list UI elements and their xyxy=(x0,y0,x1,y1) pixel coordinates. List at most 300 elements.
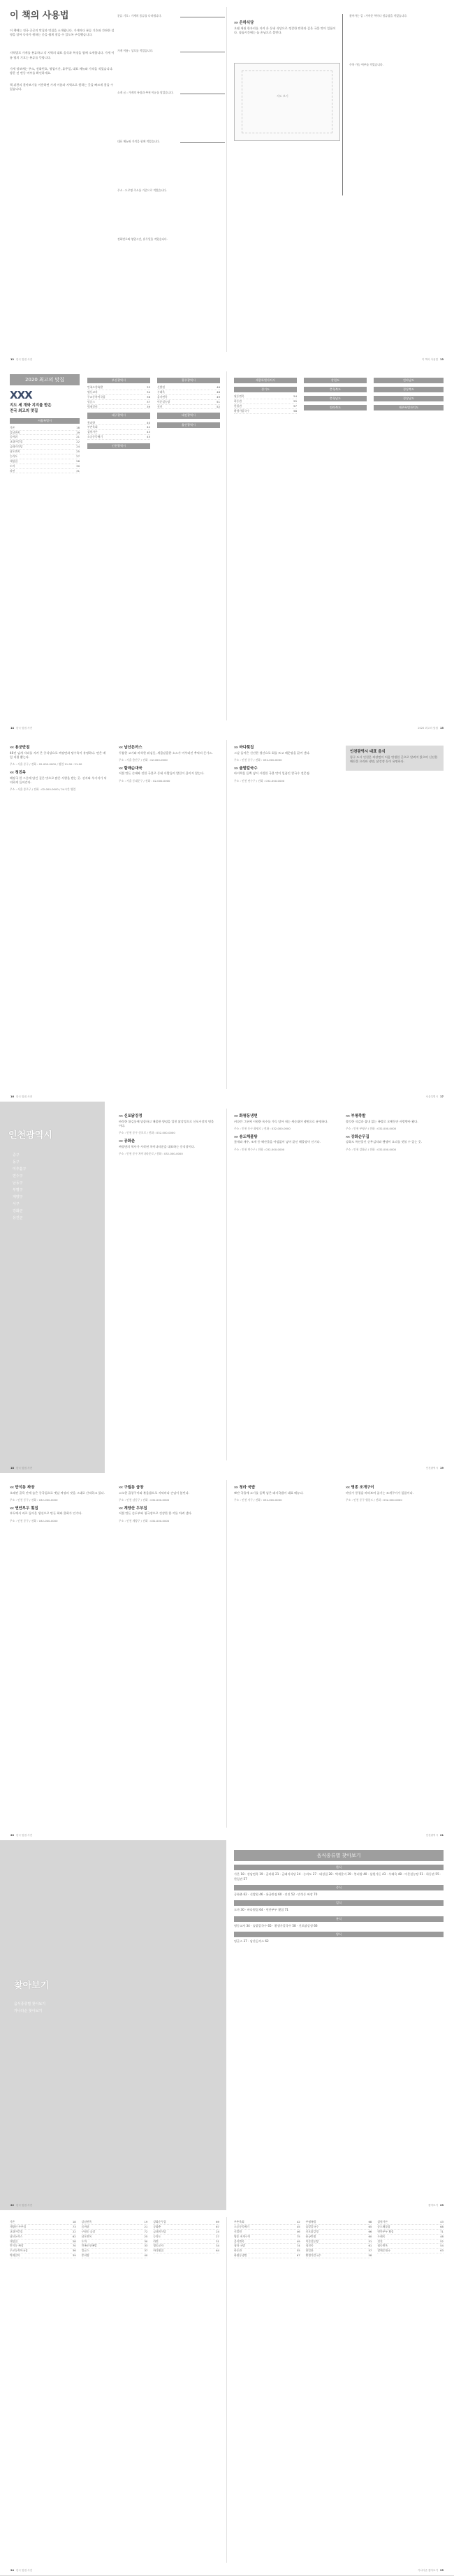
shop-name: ✕✕ 신포닭강정 xyxy=(119,1114,142,1118)
shop-name: ✕✕ 송도해물탕 xyxy=(234,1134,258,1139)
index-row xyxy=(157,390,220,395)
index-name: 무교동북어국집 xyxy=(87,394,105,399)
index-page: 72 xyxy=(144,2229,148,2233)
index-page: 67 xyxy=(296,2253,300,2258)
index-name: 연안부두 횟집 xyxy=(377,2229,394,2233)
index-page: 68 xyxy=(368,2220,372,2223)
shop-entry xyxy=(10,746,108,767)
index-row xyxy=(87,395,150,400)
index-page: 54 xyxy=(440,2244,444,2248)
left-column xyxy=(10,10,115,94)
category-header: 분식 xyxy=(234,1916,444,1922)
index-row xyxy=(87,400,150,405)
index-page: 25 xyxy=(76,450,80,454)
callout-3: 소개 글 : 가게의 특징과 추천 이유를 담았습니다. xyxy=(117,91,174,94)
shop-info: 주소 : 인천 동구 / 전화 : 032-000-0000 xyxy=(10,1498,58,1502)
index-page: 46 xyxy=(217,385,220,390)
index-row xyxy=(10,435,80,440)
index-page: 34 xyxy=(147,390,150,394)
index-page: 57 xyxy=(368,2249,372,2253)
index-name: 봉피양 xyxy=(81,2253,89,2258)
index-page: 36 xyxy=(72,2249,76,2253)
shop-description: 꽃게와 새우, 조개 등 해산물을 아낌없이 넣어 끓인 해물탕이 인기다. xyxy=(234,1140,321,1144)
index-row xyxy=(10,454,80,459)
index-row xyxy=(234,2220,300,2225)
index-row xyxy=(153,2249,219,2253)
index-sub-2: 가나다순 찾아보기 xyxy=(14,2009,43,2013)
index-page: 43 xyxy=(440,2220,444,2223)
district-item: 동구 xyxy=(13,1160,20,1164)
shop-info: 주소 : 서울 중구 / 전화 : 02-000-0000 / 영업 11:00~21:00 xyxy=(10,762,82,767)
index-page: 55 xyxy=(296,2249,300,2253)
index-name: 하동관 xyxy=(234,399,242,404)
category-symbol-icon: ✕✕ xyxy=(119,1139,123,1143)
index-row xyxy=(10,2253,76,2258)
spread-how-to-use xyxy=(0,0,454,365)
index-page: 28 xyxy=(76,459,80,463)
shop-description: 직접 만든 손두부와 청국장으로 건강한 한 끼를 차려 낸다. xyxy=(119,1511,193,1516)
index-page: 66 xyxy=(368,2229,372,2233)
index-name: 이문설농탕 xyxy=(157,399,170,404)
index-row xyxy=(153,2235,219,2240)
category-symbol-icon: ✕✕ xyxy=(119,766,123,771)
best-sub-1: 지도 세 개와 지지를 받은 xyxy=(10,403,52,408)
category-symbol-icon: ✕✕ xyxy=(10,746,14,750)
index-row xyxy=(82,2235,148,2240)
index-page: 24 xyxy=(76,445,80,449)
index-name: 밍글스 xyxy=(81,2249,89,2253)
category-header: 한식 xyxy=(234,1865,444,1870)
index-row xyxy=(234,399,297,404)
index-name: 화평동냉면 xyxy=(234,2253,247,2258)
index-name: 소공동뚝배기 xyxy=(87,435,103,439)
index-row xyxy=(10,459,80,464)
spread-entries-seoul: ✕✕ 용궁반점 40년 넘게 자리를 지켜 온 중식당으로 짜장면과 탕수육이 유명하다. 면은 매일 직접 뽑는다. 주소 : 서울 중구 / 전화 : 02-000-0000 / 영업 11:00~21:00 ✕✕ 청진옥 해장국 한 그릇에 담긴 깊은 맛으로 많은 사랑을 받는 곳. 선지와 우거지가 넉넉하게 들어간다. 주소 : 서울 종로구 / 전화 : 02-000-0000 / 24시간 영업 ✕✕ 남산돈까스 두툼한 고기와 바삭한 튀김옷, 새콤달콤한 소스가 어우러진 추억의 돈가스. 주소 : 서울 용산구 / 전화 : 02-000-0000 ✕✕ 할매순대국 직접 만든 순대와 진한 국물로 동네 사람들의 발길이 끊이지 않는다. 주소 : 서울 동대문구 / 전화 : 02-000-0000 ✕✕ 바다횟집 그날 들어온 신선한 생선으로 회를 뜨고 매운탕을 끓여 낸다. 주소 : 인천 중구 / 전화 : 032-000-0000 ✕✕ 솔밭칼국수 바지락을 듬뿍 넣어 시원한 국물 맛이 일품인 칼국수 전문점. 주소 : 인천 연수구 / 전화 : 032-000-0000 인천광역시 대표 음식 항구 도시 인천은 짜장면이 처음 탄생한 곳으로 알려져 있으며 신선한 해산물 요리와 냉면, 닭강정 등이 유명하다. 16 한국 맛집 사전 서울특별시 17 xyxy=(0,733,454,1102)
index-name: 바다횟집 xyxy=(153,2249,163,2253)
index-row xyxy=(306,2225,372,2230)
district-item: 계양구 xyxy=(13,1195,23,1199)
footer-left: 12 한국 맛집 사전 xyxy=(10,357,33,361)
index-name: 황생가칼국수 xyxy=(234,408,250,413)
index-page: 49 xyxy=(296,2239,300,2243)
info-box-title: 인천광역시 대표 음식 xyxy=(350,750,386,754)
shop-description: 오래된 골목 안에 숨은 중국집으로 옛날 짜장의 맛을 그대로 간직하고 있다. xyxy=(10,1490,105,1495)
index-page: 51 xyxy=(217,399,220,404)
index-name: 벽제갈비 xyxy=(87,404,98,408)
shop-name: ✕✕ 청라 국밥 xyxy=(234,1486,256,1490)
index-page: 33 xyxy=(144,2244,148,2248)
index-name: 도마 xyxy=(81,2239,87,2243)
shop-entry xyxy=(346,1135,444,1152)
shop-description: 커다란 그릇에 시원한 육수를 가득 담아 내는 세숫대야 냉면으로 유명하다. xyxy=(234,1119,328,1123)
index-row xyxy=(234,2225,300,2230)
sample-entry xyxy=(234,21,339,38)
index-name: 벽제갈비 xyxy=(10,2253,20,2258)
index-row xyxy=(153,2240,219,2244)
shop-name: ✕✕ 구월동 곱창 xyxy=(119,1486,144,1490)
district-list xyxy=(13,1152,26,1222)
index-page: 60 xyxy=(368,2234,372,2238)
index-row xyxy=(306,2253,372,2258)
index-page: 18 xyxy=(76,425,80,429)
index-row xyxy=(157,385,220,390)
callout-8: 주차 가능 여부를 적었습니다. xyxy=(349,63,383,66)
shop-info: 주소 : 인천 남동구 / 전화 : 032-000-0000 xyxy=(119,1498,170,1502)
index-page: 42 xyxy=(296,2220,300,2223)
index-name: 교대이층집 xyxy=(10,440,23,444)
index-page: 28 xyxy=(72,2239,76,2243)
index-page: 42 xyxy=(147,425,150,429)
index-name: 우래옥 xyxy=(157,390,166,394)
index-row xyxy=(234,2244,300,2249)
index-name: 청라 국밥 xyxy=(234,2244,245,2248)
index-name: 금돼지식당 xyxy=(10,445,23,449)
index-name: 부평족발 xyxy=(305,2220,316,2223)
index-sidebar xyxy=(0,1840,226,2210)
index-page: 62 xyxy=(72,2234,76,2238)
shop-description: 바닷가 풍경을 바라보며 즐기는 조개구이가 일품이다. xyxy=(346,1490,413,1495)
index-page: 19 xyxy=(76,430,80,434)
district-item: 남동구 xyxy=(13,1181,23,1185)
sample-text: 오랜 세월 한자리를 지켜 온 동네 식당으로 정갈한 반찬과 깊은 국물 맛이 일품이다. 점심시간에는 늘 손님으로 붐빈다. xyxy=(234,26,336,35)
index-name: 진진 xyxy=(377,2239,383,2243)
index-name: 신포닭강정 xyxy=(305,2229,318,2233)
shop-info: 주소 : 인천 계양구 / 전화 : 032-000-0000 xyxy=(119,1518,170,1523)
shop-entry xyxy=(346,1486,444,1502)
index-row xyxy=(157,400,220,405)
callout-7: 찾아가는 길 : 가까운 역이나 정류장을 적었습니다. xyxy=(349,14,408,17)
index-row xyxy=(377,2220,444,2225)
index-page: 37 xyxy=(144,2249,148,2253)
index-name: 대성집 xyxy=(10,459,18,463)
index-page: 48 xyxy=(217,390,220,394)
index-page: 70 xyxy=(72,2244,76,2248)
index-page: 73 xyxy=(72,2224,76,2228)
guide-3: 책 뒤편의 찾아보기를 이용하면 가게 이름과 지역으로 원하는 곳을 빠르게 찾을 수 있습니다. xyxy=(10,82,114,91)
index-page: 74 xyxy=(296,2244,300,2248)
sample-name: ✕✕ 은하식당 xyxy=(234,21,254,25)
shop-entry xyxy=(234,1135,332,1152)
index-name: 만석동 짜장 xyxy=(10,2244,24,2248)
district-item: 옹진군 xyxy=(13,1216,23,1220)
index-name: 진진 xyxy=(157,404,163,408)
intro-text: 이 책에는 전국 곳곳의 맛집과 멋집을 소개합니다. 가게마다 분류 기호와 간단한 설명을 담아 독자가 원하는 곳을 쉽게 찾을 수 있도록 구성했습니다. xyxy=(10,28,115,37)
index-row xyxy=(153,2225,219,2230)
index-name: 도마 xyxy=(10,464,15,468)
category-symbol-icon: ✕✕ xyxy=(346,1134,350,1139)
shop-name: ✕✕ 계양산 두부집 xyxy=(119,1506,147,1511)
shop-description: 쫄깃한 식감과 잡내 없는 족발로 오랫동안 사랑받아 왔다. xyxy=(346,1119,418,1123)
index-page: 40 xyxy=(144,2253,148,2258)
district-item: 중구 xyxy=(13,1153,20,1157)
shop-entry xyxy=(234,1486,332,1502)
index-row xyxy=(87,405,150,410)
index-page: 49 xyxy=(217,394,220,399)
index-name: 하동관 xyxy=(234,2249,242,2253)
shop-description: 두툼한 고기와 바삭한 튀김옷, 새콤달콤한 소스가 어우러진 추억의 돈가스. xyxy=(119,750,213,755)
info-box-text: 항구 도시 인천은 짜장면이 처음 탄생한 곳으로 알려져 있으며 신선한 해산물 요리와 냉면, 닭강정 등이 유명하다. xyxy=(350,755,438,764)
category-symbol-icon: ✕✕ xyxy=(119,1114,123,1118)
index-page: 36 xyxy=(147,394,150,399)
index-name: 강남면옥 xyxy=(10,430,20,434)
shop-entry xyxy=(119,1486,217,1502)
shop-entry xyxy=(234,767,332,783)
index-row xyxy=(10,2244,76,2249)
index-name: 용궁반점 xyxy=(305,2234,316,2238)
index-row xyxy=(306,2249,372,2253)
index-page: 52 xyxy=(217,404,220,408)
index-page: 19 xyxy=(144,2220,148,2223)
index-name: 황생가칼국수 xyxy=(305,2253,321,2258)
index-name: 청진옥 xyxy=(305,2244,314,2248)
category-symbol-icon: ✕✕ xyxy=(234,766,238,771)
index-page: 58 xyxy=(368,2253,372,2258)
shop-entry xyxy=(346,1114,444,1131)
index-page: 27 xyxy=(76,454,80,458)
shop-entry xyxy=(10,1507,108,1523)
shop-description: 바지락을 듬뿍 넣어 시원한 국물 맛이 일품인 칼국수 전문점. xyxy=(234,771,311,776)
shop-name: ✕✕ 용궁반점 xyxy=(10,746,30,750)
index-name: 강화순무집 xyxy=(153,2220,166,2223)
index-row xyxy=(377,2230,444,2235)
index-row xyxy=(234,2253,300,2258)
footer-right: 이 책의 사용법 13 xyxy=(421,357,444,361)
index-name: 봉피양 xyxy=(87,420,96,424)
shop-name: ✕✕ 공화춘 xyxy=(119,1139,136,1143)
index-row xyxy=(87,421,150,426)
index-name: 삼원가든 xyxy=(87,430,98,434)
shop-description: 고소한 곱창구이와 볶음밥으로 저녁마다 손님이 붐빈다. xyxy=(119,1490,190,1495)
shop-info: 주소 : 인천 중구 / 전화 : 032-000-0000 xyxy=(10,1518,58,1523)
index-name: 부촌육회 xyxy=(87,425,98,429)
index-page: 40 xyxy=(147,420,150,424)
district-item: 연수구 xyxy=(13,1174,23,1178)
shop-info: 주소 : 인천 연수구 / 전화 : 032-000-0000 xyxy=(234,778,285,783)
shop-description: 해장국 한 그릇에 담긴 깊은 맛으로 많은 사랑을 받는 곳. 선지와 우거지가 넉넉하게 들어간다. xyxy=(10,776,107,785)
callout-1: 분류 기호 : 가게의 종류를 나타냅니다. xyxy=(117,14,162,17)
info-box xyxy=(346,746,444,771)
shop-description: 직접 만든 순대와 진한 국물로 동네 사람들의 발길이 끊이지 않는다. xyxy=(119,771,205,776)
shop-description: 그날 들어온 신선한 생선으로 회를 뜨고 매운탕을 끓여 낸다. xyxy=(234,750,311,755)
index-page: 31 xyxy=(216,2239,219,2243)
index-page: 52 xyxy=(440,2239,444,2243)
index-row xyxy=(234,2240,300,2244)
shop-info: 주소 : 인천 동구 화평로 / 전화 : 032-000-0000 xyxy=(234,1127,291,1131)
index-page: 30 xyxy=(76,464,80,468)
region-header: 서울특별시 xyxy=(10,418,80,424)
index-name: 신발원 xyxy=(157,385,166,390)
sample-map xyxy=(234,63,340,141)
index-row xyxy=(87,435,150,440)
index-name: 남산돈까스 xyxy=(10,2234,23,2238)
index-row xyxy=(377,2225,444,2230)
callout-6: 전화번호와 영업시간, 휴무일을 적었습니다. xyxy=(117,237,168,241)
index-page: 75 xyxy=(296,2234,300,2238)
category-symbol-icon: ✕✕ xyxy=(119,1506,123,1511)
category-symbol-icon: ✕✕ xyxy=(234,1114,238,1118)
index-page: 48 xyxy=(440,2234,444,2238)
index-name: 공화춘 xyxy=(153,2224,161,2228)
index-row xyxy=(234,2235,300,2240)
index-row xyxy=(82,2220,148,2225)
index-name: 곰바위 xyxy=(10,435,18,439)
index-page: 46 xyxy=(296,2229,300,2233)
index-name: 교대이층집 xyxy=(10,2229,23,2233)
category-symbol-icon: ✕✕ xyxy=(10,770,14,775)
category-items: 공화춘 62 · 신발원 46 · 용궁반점 60 · 진진 52 · 만석동 짜장 70 xyxy=(234,1892,318,1896)
index-page: 39 xyxy=(72,2253,76,2258)
index-title: 찾아보기 xyxy=(14,1981,50,1991)
index-name: 신발원 xyxy=(234,2229,242,2233)
index-name: 라연 xyxy=(153,2239,159,2243)
index-page: 18 xyxy=(72,2220,76,2223)
index-row xyxy=(153,2230,219,2235)
index-page: 64 xyxy=(216,2249,219,2253)
index-name: 할매순대국 xyxy=(377,2249,390,2253)
index-row xyxy=(82,2244,148,2249)
category-symbol-icon: ✕✕ xyxy=(346,1114,350,1118)
index-page: 33 xyxy=(147,385,150,390)
gutter xyxy=(226,7,227,352)
index-name: 밍글스 xyxy=(87,399,96,404)
category-symbol-icon: ✕✕ xyxy=(119,1486,123,1490)
shop-entry xyxy=(119,1507,217,1523)
shop-info: 주소 : 인천 중구 영종도 / 전화 : 032-000-0000 xyxy=(346,1498,402,1502)
shop-name: ✕✕ 청진옥 xyxy=(10,770,27,775)
category-items: 밍글스 37 · 남산돈까스 62 xyxy=(234,1939,269,1944)
index-name: 대성집 xyxy=(10,2239,18,2243)
index-page: 69 xyxy=(216,2220,219,2223)
index-name: 만족오향족발 xyxy=(81,2244,97,2248)
category-symbol-icon: ✕✕ xyxy=(10,1506,14,1511)
shop-description: 짜장면의 역사가 시작된 차이나타운을 대표하는 중식당이다. xyxy=(119,1144,196,1148)
shop-info: 주소 : 인천 중구 신포로 / 전화 : 032-000-0000 xyxy=(119,1131,175,1135)
shop-name: ✕✕ 바다횟집 xyxy=(234,746,254,750)
index-name: 남포면옥 xyxy=(10,450,20,454)
index-page: 68 xyxy=(440,2224,444,2228)
index-row xyxy=(234,404,297,409)
index-name: 필동면옥 xyxy=(234,394,244,399)
district-item: 미추홀구 xyxy=(13,1167,27,1171)
index-row xyxy=(306,2230,372,2235)
shop-entry xyxy=(10,1486,108,1502)
index-name: 만족오향족발 xyxy=(87,385,103,390)
index-row xyxy=(82,2249,148,2253)
index-name: 금돼지식당 xyxy=(153,2229,166,2233)
category-items: 명동교자 34 · 솔밭칼국수 65 · 황생가칼국수 58 · 신포닭강정 66 xyxy=(234,1923,318,1927)
shop-entry xyxy=(234,746,332,762)
index-row xyxy=(377,2249,444,2253)
shop-info: 주소 : 인천 중구 / 전화 : 032-000-0000 xyxy=(234,758,282,762)
shop-name: ✕✕ 부평족발 xyxy=(346,1114,366,1118)
index-row xyxy=(234,394,297,399)
city-sidebar xyxy=(0,1102,105,1473)
index-name: 한일관 xyxy=(234,404,242,408)
category-header: 일식 xyxy=(234,1900,444,1906)
shop-name: ✕✕ 영종 조개구이 xyxy=(346,1486,374,1490)
index-row xyxy=(157,405,220,410)
shop-entry xyxy=(119,767,217,783)
index-page: 21 xyxy=(76,435,80,439)
index-row xyxy=(234,2249,300,2253)
category-items: 가온 18 · 강남면옥 19 · 곰바위 21 · 금돼지식당 24 · 능라도 27 · 대성집 28 · 벽제갈비 39 · 봉피양 40 · 삼원가든 43 · 우래옥 48 · 이문설농탕 51 · 하동관 55 · 한일관 57 xyxy=(234,1872,441,1881)
index-name: 가온 xyxy=(10,2220,15,2223)
index-name: 송도해물탕 xyxy=(377,2224,390,2228)
shop-entry xyxy=(119,1139,217,1156)
index-page: 54 xyxy=(293,394,297,399)
index-name: 가온 xyxy=(10,425,15,429)
spread-incheon-2: ✕✕ 만석동 짜장 오래된 골목 안에 숨은 중국집으로 옛날 짜장의 맛을 그대로 간직하고 있다. 주소 : 인천 동구 / 전화 : 032-000-0000 ✕✕ 연안부두 횟집 부두에서 바로 들어온 생선으로 만든 회와 물회가 인기다. 주소 : 인천 중구 / 전화 : 032-000-0000 ✕✕ 구월동 곱창 고소한 곱창구이와 볶음밥으로 저녁마다 손님이 붐빈다. 주소 : 인천 남동구 / 전화 : 032-000-0000 ✕✕ 계양산 두부집 직접 만든 손두부와 청국장으로 건강한 한 끼를 차려 낸다. 주소 : 인천 계양구 / 전화 : 032-000-0000 ✕✕ 청라 국밥 뽀얀 국물에 고기를 듬뿍 넣은 돼지국밥이 대표 메뉴다. 주소 : 인천 서구 / 전화 : 032-000-0000 ✕✕ 영종 조개구이 바닷가 풍경을 바라보며 즐기는 조개구이가 일품이다. 주소 : 인천 중구 영종도 / 전화 : 032-000-0000 20 한국 맛집 사전 인천광역시 21 xyxy=(0,1473,454,1841)
index-name: 소공동뚝배기 xyxy=(234,2224,250,2228)
guide-1: 지역별로 가게를 분류하고 각 지역의 대표 음식과 특징을 함께 소개합니다. 가게 이름 옆의 기호는 분류를 뜻합니다. xyxy=(10,51,115,59)
spread-best-list: 2020 최고의 맛집 XXX 지도 세 개와 지지를 받은 전국 최고의 맛집 서울특별시 가온 18 강남면옥 19 곰바위 21 교대이층집 22 금돼지식당 24 남포면옥 25 능라도 27 대성집 28 도마 30 라연 31 부산광역시 만족오향족발 33 명동교자 34 무교동북어국집 36 밍글스 37 벽제갈비 39 대구광역시 봉피양 40 부촌육회 42 삼원가든 43 소공동뚝배기 45 인천광역시 광주광역시 신발원 46 우래옥 48 을지면옥 49 이문설농탕 51 진진 52 대전광역시 울산광역시 세종특별자치시 경기도 필동면옥 54 하동관 55 한일관 57 황생가칼국수 58 강원도 충청북도 충청남도 전라북도 전라남도 경상북도 경상남도 제주특별자치도 14 한국 맛집 사전 2020 최고의 맛집 15 xyxy=(0,364,454,734)
index-row xyxy=(377,2235,444,2240)
category-symbol-icon: ✕✕ xyxy=(346,1486,350,1490)
district-item: 부평구 xyxy=(13,1188,23,1192)
index-row xyxy=(377,2244,444,2249)
index-row xyxy=(10,450,80,454)
index-name: 부촌육회 xyxy=(234,2220,244,2223)
index-name: 삼원가든 xyxy=(377,2220,388,2223)
index-name: 명동교자 xyxy=(153,2244,163,2248)
category-symbol-icon: ✕✕ xyxy=(234,746,238,750)
index-row xyxy=(10,2235,76,2240)
shop-name: ✕✕ 솔밭칼국수 xyxy=(234,766,258,771)
shop-entry xyxy=(119,746,217,762)
callout-5: 주소 : 도로명 주소를 기준으로 적었습니다. xyxy=(117,188,167,192)
index-page: 22 xyxy=(72,2229,76,2233)
index-page: 61 xyxy=(368,2244,372,2248)
index-row xyxy=(82,2230,148,2235)
index-row xyxy=(10,2220,76,2225)
spread-index-category: 찾아보기 음식종류별 찾아보기 가나다순 찾아보기 음식종류별 찾아보기 한식 가온 18 · 강남면옥 19 · 곰바위 21 · 금돼지식당 24 · 능라도 27 · 대성집 28 · 벽제갈비 39 · 봉피양 40 · 삼원가든 43 · 우래옥 48 · 이문설농탕 51 · 하동관 55 · 한일관 57 중식 공화춘 62 · 신발원 46 · 용궁반점 60 · 진진 52 · 만석동 짜장 70 일식 도마 30 · 바다횟집 64 · 연안부두 횟집 71 분식 명동교자 34 · 솔밭칼국수 65 · 황생가칼국수 58 · 신포닭강정 66 양식 밍글스 37 · 남산돈까스 62 22 한국 맛집 사전 찾아보기 23 xyxy=(0,1840,454,2211)
index-row xyxy=(87,385,150,390)
index-row xyxy=(306,2235,372,2240)
index-page: 39 xyxy=(147,404,150,408)
index-page: 21 xyxy=(144,2224,148,2228)
index-row xyxy=(157,395,220,400)
index-name: 능라도 xyxy=(153,2234,161,2238)
shop-name: ✕✕ 화평동냉면 xyxy=(234,1114,258,1118)
best-list-left xyxy=(10,374,80,473)
category-symbol-icon: ✕✕ xyxy=(234,1486,238,1490)
shop-info: 주소 : 인천 서구 / 전화 : 032-000-0000 xyxy=(234,1498,282,1502)
index-page: 55 xyxy=(293,399,297,404)
shop-entry xyxy=(234,1114,332,1131)
map-label: 지도 보기 xyxy=(277,94,288,98)
index-page: 51 xyxy=(368,2239,372,2243)
index-sub-1: 음식종류별 찾아보기 xyxy=(14,2002,46,2006)
index-row xyxy=(306,2240,372,2244)
shop-name: ✕✕ 남산돈까스 xyxy=(119,746,142,750)
index-row xyxy=(10,445,80,450)
index-name: 한일관 xyxy=(305,2249,314,2253)
index-page: 34 xyxy=(216,2244,219,2248)
category-symbol-icon: ✕✕ xyxy=(119,746,123,750)
index-row xyxy=(87,390,150,395)
page-title: 이 책의 사용법 xyxy=(10,10,69,21)
shop-name: ✕✕ 강화순무집 xyxy=(346,1134,369,1139)
index-row xyxy=(10,440,80,445)
category-items: 도마 30 · 바다횟집 64 · 연안부두 횟집 71 xyxy=(234,1908,288,1912)
index-page: 45 xyxy=(147,435,150,439)
index-name: 솔밭칼국수 xyxy=(305,2224,318,2228)
index-row xyxy=(234,2230,300,2235)
index-name: 무교동북어국집 xyxy=(10,2249,28,2253)
shop-entry xyxy=(119,1114,217,1135)
index-row xyxy=(10,2225,76,2230)
index-row xyxy=(10,426,80,431)
